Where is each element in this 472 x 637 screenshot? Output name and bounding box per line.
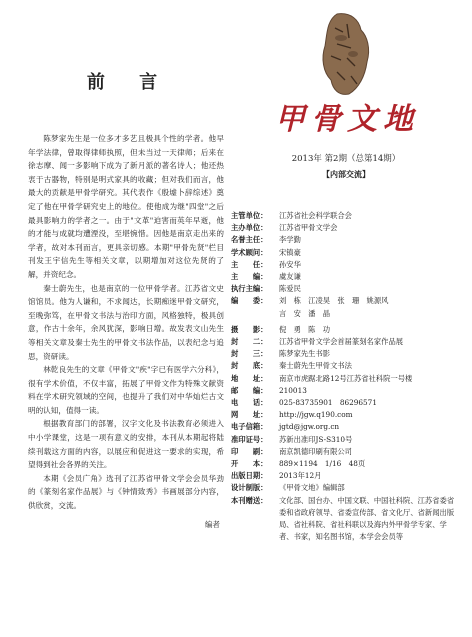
info-row: [231, 409, 459, 421]
info-row: [231, 434, 459, 446]
info-label: 封 底：: [231, 361, 268, 371]
info-label: 电 话：: [231, 398, 268, 408]
info-value: 虞友谦: [279, 272, 301, 282]
info-value: 210013: [279, 385, 307, 395]
issue-number: 2013年 第2期（总第14期）: [291, 154, 401, 164]
paragraph: 根据教育部门的部署，汉字文化及书法教育必须进入中小学课堂，这是一项有意义的安排，本刊从本期起将陆续刊载这方面的内容，以展应和促进这一要求的实现，希望得到社会各界的关注。: [28, 419, 224, 470]
info-value: 南京市虎踞北路12号江苏省社科院一号楼: [279, 373, 413, 383]
info-row: [231, 283, 459, 295]
info-label: 出版日期：: [231, 471, 268, 481]
info-row: [231, 446, 459, 458]
info-label: 网 址：: [231, 410, 268, 420]
foreword-column: [28, 68, 224, 530]
publication-info: [231, 210, 459, 543]
paragraph: 本期《会员广角》选刊了江苏省甲骨文学会会员华劲的《篆刻名家作品展》与《钟情致秀》书画展部分内容，供欣赏，交流。: [28, 473, 224, 511]
info-row: [231, 324, 459, 336]
info-row: [231, 360, 459, 372]
info-label: 名誉主任：: [231, 235, 268, 245]
info-value: 孙安华: [279, 259, 301, 269]
info-value: 宋镇豪: [279, 247, 301, 257]
info-label: 地 址：: [231, 373, 268, 383]
paragraph: 林乾良先生的文章《甲骨文"疾"字已有医学六分科》，很有学术价值，不仅丰富，拓展了甲骨文作为特殊文献资料在学术研究领域的空间，也提升了我们对中华灿烂古文明的认知，值得一读。: [28, 365, 224, 415]
info-value: 陈爱民: [279, 284, 301, 294]
oracle-bone-image: [307, 10, 383, 96]
info-label: 封 二：: [231, 337, 268, 347]
info-label: 电子信箱：: [231, 422, 268, 432]
signature: 编者: [204, 519, 220, 529]
info-label: 邮 编：: [231, 385, 268, 395]
journal-title-calligraphy: [262, 92, 432, 142]
page-title: 前 言: [86, 72, 172, 93]
info-row: [231, 259, 459, 271]
info-value: 889×1194 1/16 48页: [279, 459, 366, 469]
info-label: 执行主编：: [231, 284, 268, 294]
info-value: 苏新出准印JS-S310号: [279, 434, 353, 444]
info-row: [231, 234, 459, 246]
paragraph: 秦士蔚先生，也是南京的一位甲骨学者。江苏省文史馆馆员。他为人谦和，不求闻达，长期痴迷甲骨文研究，至晚弥笃，在甲骨文书法与治印方面，风格独特，极具创意，作古十余年，余风犹深，影响日增。故发表文山先生等相关文章及秦士先生的甲骨文书法作品，以表纪念与追思，资研读。: [28, 283, 224, 361]
info-label: 摄 影：: [231, 324, 268, 334]
info-row: [231, 348, 459, 360]
info-label: 封 三：: [231, 349, 268, 359]
info-label: 主 编：: [231, 272, 268, 282]
info-value: http://jgw.q190.com: [279, 410, 353, 420]
info-label: 主办单位：: [231, 223, 268, 233]
info-label: 设计制版：: [231, 483, 268, 493]
info-row: [231, 295, 459, 319]
info-value: 李学勤: [279, 235, 301, 245]
info-value: 陈梦家先生书影: [279, 349, 331, 359]
info-row: [231, 470, 459, 482]
info-label: 主 任：: [231, 259, 268, 269]
info-row: [231, 495, 459, 544]
info-label: 开 本：: [231, 459, 268, 469]
info-value: 秦士蔚先生甲骨文书法: [279, 361, 352, 371]
info-row: [231, 336, 459, 348]
info-value: 刘 栋 江凌昊 张 珊 姚源风 言 安 潘 晶: [279, 296, 389, 318]
info-row: [231, 247, 459, 259]
info-row: [231, 385, 459, 397]
info-value: 《甲骨文地》编辑部: [279, 483, 345, 493]
info-value: 倪 勇 陈 功: [279, 324, 331, 334]
calligraphy-text: 甲骨文地: [275, 102, 419, 137]
masthead-column: [230, 0, 462, 637]
info-label: 准印证号：: [231, 434, 268, 444]
info-value: 南京凯德印刷有限公司: [279, 446, 352, 456]
info-row: [231, 397, 459, 409]
info-row: [231, 373, 459, 385]
info-label: 印 刷：: [231, 446, 268, 456]
paragraph: 陈梦家先生是一位多才多艺且极具个性的学者。他早年学法律，曾取得律师执照，但未当过一天律师；后来在徐志摩、闻一多影响下成为了新月派的著名诗人；他还热衷于古器物，特别是明式家具的收藏；但对我们而言，他最大的贡献是甲骨学研究。其代表作《殷墟卜辞综述》奠定了他在甲骨学研究史上的地位。使他成为继"四堂"之后最具影响力的学者之一。由于"文革"迫害而英年早逝，他的才能与成就均遭湮没，至堪惋惜。因他是南京走出来的学者，故对本刊而言，更具亲切感。本期"甲骨先贤"栏目刊发王宇信先生等相关文章，以期增加对这位先贤的了解，并资纪念。: [28, 134, 224, 279]
info-value: 025-83735901 86296571: [279, 398, 377, 408]
info-row: [231, 222, 459, 234]
circulation-note: 【内部交流】: [322, 169, 370, 179]
info-label: 本刊赠送：: [231, 495, 268, 505]
info-label: 主管单位：: [231, 211, 268, 220]
info-value: 江苏省社会科学联合会: [279, 211, 352, 220]
info-row: [231, 458, 459, 470]
info-value: jgtd@jgw.org.cn: [279, 422, 340, 432]
info-row: [231, 421, 459, 433]
info-value: 2013年12月: [279, 471, 322, 481]
info-label: 学术顾问：: [231, 247, 268, 257]
info-label: 编 委：: [231, 296, 268, 306]
info-value: 江苏省甲骨文学会: [279, 223, 338, 233]
info-value: 文化部、国台办、中国文联、中国社科院、江苏省委省委和省政府领导、省委宣传部、省文化厅、省新闻出版局、省社科院、省社科联以及海内外甲骨学专家、学者、书家，知名图书馆，本学会会员等: [279, 495, 455, 542]
info-row: [231, 271, 459, 283]
info-row: [231, 482, 459, 494]
info-row: [231, 210, 459, 222]
info-value: 江苏省甲骨文学会首届篆刻名家作品展: [279, 337, 404, 347]
